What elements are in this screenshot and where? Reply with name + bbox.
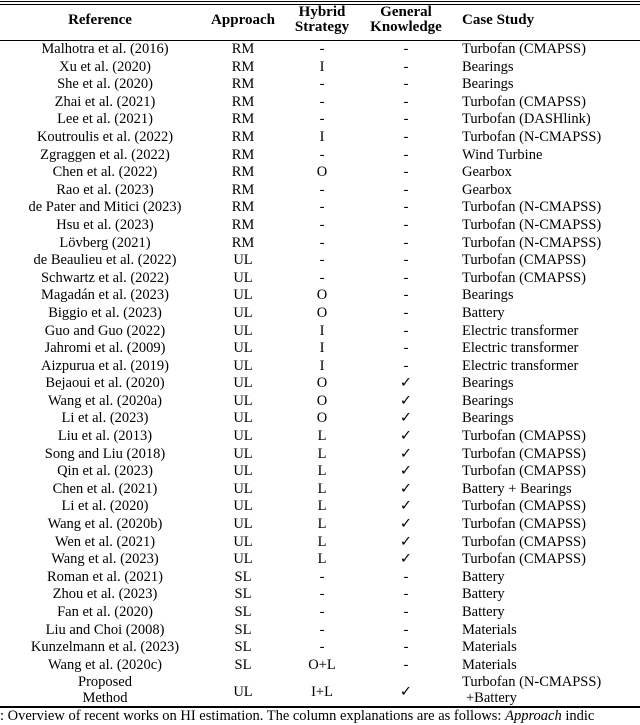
cell-approach: UL — [233, 533, 253, 550]
cell-reference: Zgraggen et al. (2022) — [40, 146, 170, 163]
table-row — [0, 111, 640, 129]
cell-hybrid-strategy: - — [319, 252, 325, 269]
table-row — [0, 217, 640, 235]
cell-reference: Wang et al. (2020a) — [48, 392, 162, 409]
cell-hybrid-strategy: - — [319, 639, 325, 656]
cell-case-study: Electric transformer — [462, 322, 579, 339]
cell-case-study: Turbofan (DASHlink) — [462, 111, 591, 128]
cell-case-study: Bearings — [462, 76, 514, 93]
cell-approach: UL — [233, 428, 253, 445]
cell-reference: Li et al. (2020) — [61, 498, 149, 515]
cell-approach: RM — [231, 164, 255, 181]
cell-general-knowledge: ✓ — [399, 498, 413, 515]
cell-case-study: Bearings — [462, 58, 514, 75]
cell-approach: UL — [233, 392, 253, 409]
table-row — [0, 340, 640, 358]
proposed-reference-line2: Method — [82, 690, 128, 707]
table-row — [0, 586, 640, 604]
cell-case-study: Bearings — [462, 287, 514, 304]
header-general-line1: General — [380, 4, 432, 20]
cell-reference: Wang et al. (2020c) — [48, 656, 162, 673]
cell-reference: Chen et al. (2021) — [52, 480, 158, 497]
cell-approach: UL — [233, 304, 253, 321]
cell-approach: UL — [233, 463, 253, 480]
top-rule-outer — [0, 1, 640, 2]
cell-approach: RM — [231, 234, 255, 251]
cell-general-knowledge: ✓ — [399, 375, 413, 392]
cell-case-study: Gearbox — [462, 164, 512, 181]
cell-approach: UL — [233, 357, 253, 374]
cell-reference: Jahromi et al. (2009) — [44, 340, 166, 357]
cell-case-study: Turbofan (CMAPSS) — [462, 428, 586, 445]
cell-approach: SL — [234, 639, 252, 656]
proposed-hybrid: I+L — [311, 684, 333, 701]
cell-general-knowledge: - — [403, 604, 409, 620]
table-row — [0, 147, 640, 165]
cell-hybrid-strategy: - — [319, 199, 325, 216]
cell-general-knowledge: - — [403, 269, 409, 286]
cell-reference: de Beaulieu et al. (2022) — [33, 252, 177, 269]
table-row — [0, 551, 640, 569]
cell-hybrid-strategy: O — [316, 164, 328, 181]
cell-general-knowledge: - — [403, 164, 409, 181]
cell-case-study: Turbofan (CMAPSS) — [462, 533, 586, 550]
cell-general-knowledge: - — [403, 93, 409, 110]
table-row — [0, 498, 640, 516]
cell-general-knowledge: ✓ — [399, 480, 413, 497]
cell-general-knowledge: - — [403, 111, 409, 128]
cell-approach: RM — [231, 146, 255, 163]
cell-hybrid-strategy: L — [317, 551, 327, 568]
proposed-reference-line1: Proposed — [78, 674, 132, 691]
cell-case-study: Turbofan (CMAPSS) — [462, 269, 586, 286]
cell-hybrid-strategy: O — [316, 410, 328, 427]
table-row — [0, 235, 640, 253]
cell-general-knowledge: - — [403, 287, 409, 304]
cell-case-study: Battery — [462, 604, 505, 620]
cell-approach: UL — [233, 322, 253, 339]
cell-general-knowledge: ✓ — [399, 516, 413, 533]
cell-approach: RM — [231, 199, 255, 216]
header-general-line2: Knowledge — [370, 19, 442, 35]
cell-reference: Wang et al. (2023) — [51, 551, 159, 568]
cell-hybrid-strategy: O — [316, 392, 328, 409]
cell-case-study: Battery — [462, 586, 505, 603]
cell-approach: RM — [231, 58, 255, 75]
cell-reference: Koutroulis et al. (2022) — [36, 128, 174, 145]
table-row — [0, 604, 640, 622]
header-approach: Approach — [211, 12, 275, 28]
header-hybrid-strategy — [286, 5, 358, 35]
cell-hybrid-strategy: - — [319, 41, 325, 57]
table-body — [0, 41, 640, 710]
cell-approach: RM — [231, 41, 255, 57]
cell-hybrid-strategy: - — [319, 146, 325, 163]
cell-case-study: Turbofan (CMAPSS) — [462, 93, 586, 110]
cell-case-study: Turbofan (CMAPSS) — [462, 463, 586, 480]
cell-reference: Wen et al. (2021) — [54, 533, 156, 550]
cell-hybrid-strategy: O — [316, 375, 328, 392]
cell-case-study: Battery — [462, 304, 505, 321]
table-row — [0, 428, 640, 446]
cell-approach: SL — [234, 621, 252, 638]
table-row — [0, 76, 640, 94]
table-row — [0, 446, 640, 464]
cell-case-study: Gearbox — [462, 181, 512, 198]
table-row — [0, 375, 640, 393]
cell-case-study: Turbofan (CMAPSS) — [462, 551, 586, 568]
proposed-case-line1: Turbofan (N-CMAPSS) — [462, 674, 602, 691]
cell-general-knowledge: - — [403, 586, 409, 603]
cell-approach: RM — [231, 216, 255, 233]
table-row — [0, 516, 640, 534]
table-row — [0, 622, 640, 640]
proposed-reference — [0, 674, 210, 710]
cell-general-knowledge: - — [403, 146, 409, 163]
cell-approach: SL — [234, 568, 252, 585]
cell-case-study: Bearings — [462, 392, 514, 409]
cell-hybrid-strategy: - — [319, 181, 325, 198]
cell-hybrid-strategy: I — [319, 340, 325, 357]
table-row — [0, 199, 640, 217]
table-row — [0, 270, 640, 288]
cell-hybrid-strategy: O+L — [308, 656, 336, 673]
cell-general-knowledge: - — [403, 656, 409, 673]
cell-case-study: Turbofan (CMAPSS) — [462, 516, 586, 533]
cell-general-knowledge: - — [403, 128, 409, 145]
cell-case-study: Turbofan (N-CMAPSS) — [462, 216, 602, 233]
cell-general-knowledge: ✓ — [399, 445, 413, 462]
cell-approach: RM — [231, 128, 255, 145]
cell-reference: Bejaoui et al. (2020) — [45, 375, 165, 392]
table-row — [0, 41, 640, 59]
cell-reference: Zhou et al. (2023) — [52, 586, 158, 603]
cell-case-study: Turbofan (N-CMAPSS) — [462, 234, 602, 251]
table-row — [0, 323, 640, 341]
cell-general-knowledge: - — [403, 252, 409, 269]
cell-general-knowledge: - — [403, 639, 409, 656]
cell-hybrid-strategy: - — [319, 568, 325, 585]
cell-hybrid-strategy: - — [319, 76, 325, 93]
cell-approach: RM — [231, 181, 255, 198]
cell-hybrid-strategy: - — [319, 269, 325, 286]
cell-reference: Zhai et al. (2021) — [54, 93, 156, 110]
cell-case-study: Wind Turbine — [462, 146, 543, 163]
proposed-approach: UL — [233, 684, 253, 701]
cell-case-study: Turbofan (CMAPSS) — [462, 41, 586, 57]
cell-approach: RM — [231, 111, 255, 128]
cell-reference: Malhotra et al. (2016) — [41, 41, 169, 57]
cell-hybrid-strategy: - — [319, 216, 325, 233]
cell-hybrid-strategy: - — [319, 586, 325, 603]
cell-reference: Liu and Choi (2008) — [45, 621, 165, 638]
cell-case-study: Turbofan (N-CMAPSS) — [462, 128, 602, 145]
table-row — [0, 569, 640, 587]
cell-general-knowledge: - — [403, 621, 409, 638]
cell-general-knowledge: - — [403, 76, 409, 93]
cell-reference: Song and Liu (2018) — [44, 445, 166, 462]
cell-hybrid-strategy: I — [319, 357, 325, 374]
table-row — [0, 129, 640, 147]
cell-hybrid-strategy: L — [317, 533, 327, 550]
cell-approach: SL — [234, 586, 252, 603]
cell-hybrid-strategy: I — [319, 322, 325, 339]
cell-hybrid-strategy: I — [319, 128, 325, 145]
cell-general-knowledge: ✓ — [399, 533, 413, 550]
cell-approach: UL — [233, 551, 253, 568]
cell-hybrid-strategy: L — [317, 428, 327, 445]
cell-reference: Aizpurua et al. (2019) — [40, 357, 170, 374]
cell-general-knowledge: ✓ — [399, 410, 413, 427]
cell-reference: Chen et al. (2022) — [52, 164, 158, 181]
cell-approach: UL — [233, 410, 253, 427]
cell-case-study: Materials — [462, 621, 517, 638]
cell-hybrid-strategy: - — [319, 234, 325, 251]
cell-reference: Kunzelmann et al. (2023) — [30, 639, 180, 656]
cell-case-study: Bearings — [462, 375, 514, 392]
cell-general-knowledge: - — [403, 340, 409, 357]
caption-tail: indic — [561, 708, 595, 724]
cell-approach: RM — [231, 93, 255, 110]
cell-general-knowledge: ✓ — [399, 551, 413, 568]
cell-approach: RM — [231, 76, 255, 93]
cell-approach: UL — [233, 340, 253, 357]
table-row — [0, 59, 640, 77]
cell-case-study: Bearings — [462, 410, 514, 427]
cell-approach: UL — [233, 480, 253, 497]
table-row — [0, 358, 640, 376]
header-hybrid-line1: Hybrid — [298, 4, 346, 20]
cell-approach: UL — [233, 516, 253, 533]
cell-approach: SL — [234, 656, 252, 673]
header-case-study: Case Study — [462, 12, 535, 28]
cell-case-study: Materials — [462, 656, 517, 673]
cell-general-knowledge: - — [403, 216, 409, 233]
cell-hybrid-strategy: L — [317, 498, 327, 515]
cell-reference: Schwartz et al. (2022) — [40, 269, 170, 286]
cell-reference: Wang et al. (2020b) — [47, 516, 163, 533]
cell-reference: Fan et al. (2020) — [57, 604, 153, 620]
cell-case-study: Turbofan (CMAPSS) — [462, 252, 586, 269]
cell-hybrid-strategy: L — [317, 480, 327, 497]
cell-hybrid-strategy: L — [317, 516, 327, 533]
header-general-knowledge — [364, 5, 448, 35]
cell-general-knowledge: - — [403, 568, 409, 585]
table-row — [0, 410, 640, 428]
table-row — [0, 252, 640, 270]
table-row — [0, 182, 640, 200]
cell-general-knowledge: ✓ — [399, 428, 413, 445]
table-header — [0, 5, 640, 40]
proposed-case-study — [462, 674, 640, 710]
cell-approach: UL — [233, 445, 253, 462]
cell-reference: Lövberg (2021) — [59, 234, 151, 251]
cell-case-study: Materials — [462, 639, 517, 656]
cell-reference: Magadán et al. (2023) — [40, 287, 170, 304]
cell-reference: Roman et al. (2021) — [47, 568, 163, 585]
cell-reference: Guo and Guo (2022) — [44, 322, 166, 339]
table-row — [0, 481, 640, 499]
cell-case-study: Turbofan (N-CMAPSS) — [462, 199, 602, 216]
cell-general-knowledge: - — [403, 234, 409, 251]
cell-general-knowledge: - — [403, 181, 409, 198]
table-row — [0, 305, 640, 323]
cell-reference: Qin et al. (2023) — [57, 463, 153, 480]
table-row — [0, 639, 640, 657]
cell-case-study: Battery + Bearings — [462, 480, 572, 497]
cell-general-knowledge: ✓ — [399, 463, 413, 480]
header-reference: Reference — [68, 12, 132, 28]
cell-general-knowledge: - — [403, 199, 409, 216]
cell-hybrid-strategy: - — [319, 621, 325, 638]
cell-reference: de Pater and Mitici (2023) — [28, 199, 182, 216]
cell-hybrid-strategy: O — [316, 287, 328, 304]
cell-general-knowledge: - — [403, 322, 409, 339]
cell-case-study: Turbofan (CMAPSS) — [462, 445, 586, 462]
table-row — [0, 657, 640, 675]
cell-reference: Rao et al. (2023) — [56, 181, 154, 198]
table-row — [0, 164, 640, 182]
table-row — [0, 287, 640, 305]
cell-approach: UL — [233, 375, 253, 392]
header-hybrid-line2: Strategy — [294, 19, 350, 35]
cell-case-study: Battery — [462, 568, 505, 585]
cell-reference: Xu et al. (2020) — [59, 58, 151, 75]
table-row — [0, 534, 640, 552]
cell-general-knowledge: ✓ — [399, 392, 413, 409]
cell-case-study: Turbofan (CMAPSS) — [462, 498, 586, 515]
caption-text: : Overview of recent works on HI estimation. The column explanations are as follows: — [0, 708, 506, 724]
cell-approach: SL — [234, 604, 252, 620]
caption-italic: Approach — [505, 708, 562, 724]
cell-general-knowledge: - — [403, 58, 409, 75]
cell-hybrid-strategy: - — [319, 93, 325, 110]
table-row — [0, 393, 640, 411]
proposed-method-row — [0, 674, 640, 710]
cell-case-study: Electric transformer — [462, 340, 579, 357]
cell-reference: Liu et al. (2013) — [57, 428, 153, 445]
table-caption — [0, 708, 640, 725]
cell-hybrid-strategy: L — [317, 463, 327, 480]
cell-general-knowledge: - — [403, 357, 409, 374]
cell-hybrid-strategy: O — [316, 304, 328, 321]
cell-approach: UL — [233, 269, 253, 286]
cell-approach: UL — [233, 252, 253, 269]
cell-case-study: Electric transformer — [462, 357, 579, 374]
table-row — [0, 463, 640, 481]
cell-reference: She et al. (2020) — [57, 76, 153, 93]
cell-reference: Lee et al. (2021) — [57, 111, 153, 128]
cell-hybrid-strategy: - — [319, 111, 325, 128]
cell-reference: Hsu et al. (2023) — [56, 216, 154, 233]
proposed-case-line2: +Battery — [466, 690, 517, 707]
cell-approach: UL — [233, 287, 253, 304]
cell-approach: UL — [233, 498, 253, 515]
cell-general-knowledge: - — [403, 304, 409, 321]
cell-reference: Li et al. (2023) — [61, 410, 149, 427]
cell-reference: Biggio et al. (2023) — [48, 304, 162, 321]
proposed-general: ✓ — [399, 684, 413, 701]
cell-hybrid-strategy: I — [319, 58, 325, 75]
cell-general-knowledge: - — [403, 41, 409, 57]
cell-hybrid-strategy: L — [317, 445, 327, 462]
table-row — [0, 94, 640, 112]
cell-hybrid-strategy: - — [319, 604, 325, 620]
